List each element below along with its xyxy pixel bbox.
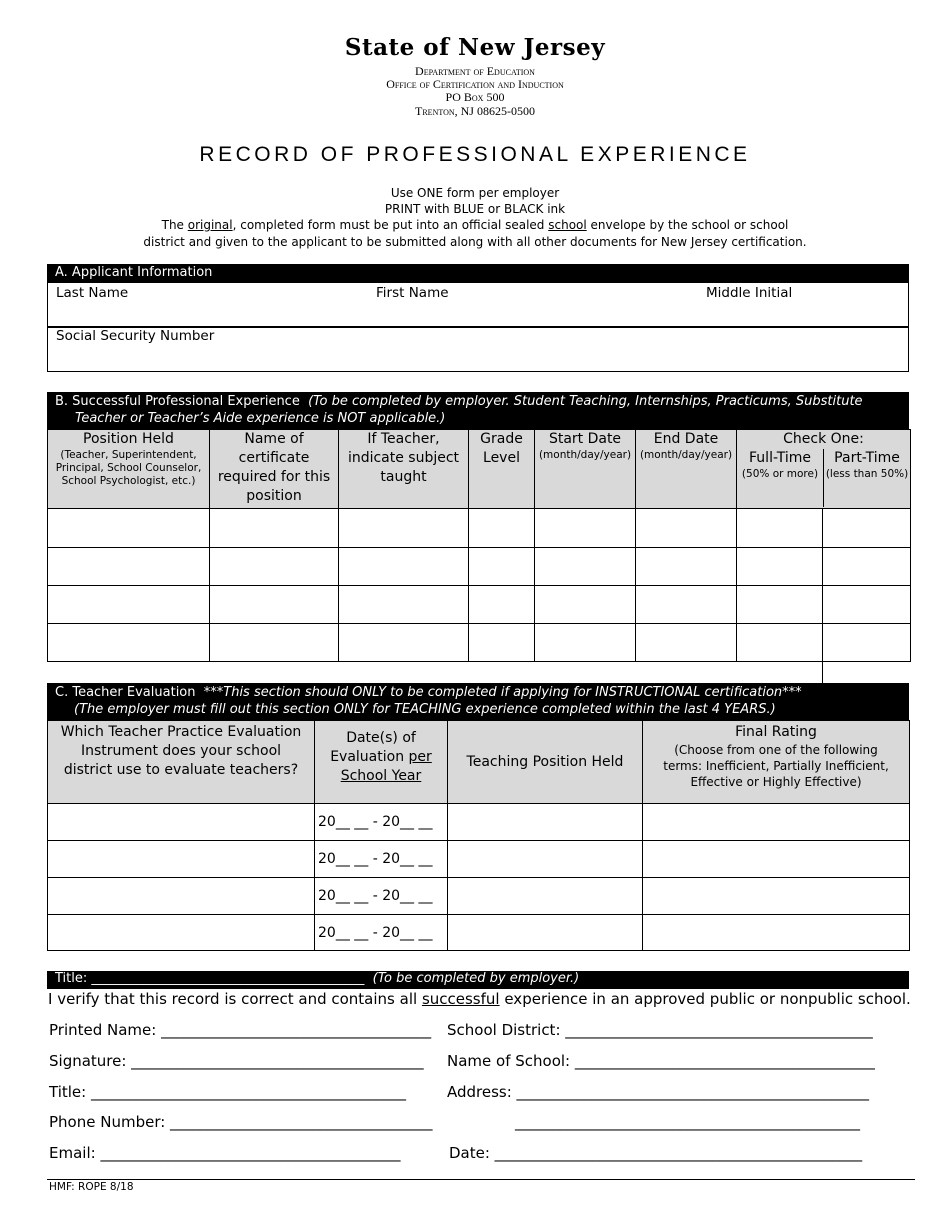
address-line-2-field[interactable]: ______________________________________________ [515,1113,860,1131]
experience-table [47,429,911,662]
table-row[interactable]: 20__ __ - 20__ __ [48,841,910,878]
col-evaluation-dates: Date(s) of Evaluation per School Year [315,721,448,804]
section-a-header [47,264,909,283]
state-title: State of New Jersey [344,34,606,61]
col-start-date: Start Date (month/day/year) [535,430,636,509]
instruction-line-1: Use ONE form per employer [390,186,560,200]
applicant-name-row[interactable] [47,282,909,328]
col-grade-level: Grade Level [469,430,535,509]
table-row[interactable] [48,586,911,624]
table-row[interactable]: 20__ __ - 20__ __ [48,804,910,841]
title-field[interactable]: Title: __________________________________________ [49,1083,406,1101]
section-b-header [47,392,909,429]
col-teaching-position: Teaching Position Held [448,721,643,804]
col-full-time: Full-Time (50% or more) [737,449,824,507]
section-b-note-1: (To be completed by employer. Student Teaching, Internships, Practicums, Substitute [308,394,863,409]
instruction-line-3: The original, completed form must be put into an official sealed school envelope by the school or school [161,218,789,232]
table-row[interactable]: 20__ __ - 20__ __ [48,878,910,915]
col-certificate: Name of certificate required for this position [210,430,339,509]
table-row[interactable]: 20__ __ - 20__ __ [48,915,910,951]
form-code: HMF: ROPE 8/18 [49,1181,134,1193]
section-c-note-1: ***This section should ONLY to be completed if applying for INSTRUCTIONAL certification*** [203,685,802,700]
instruction-line-4: district and given to the applicant to be submitted along with all other documents for New Jersey certification. [143,235,807,249]
evaluation-table [47,720,910,951]
section-b-title: B. Successful Professional Experience [55,394,300,409]
instruction-line-2: PRINT with BLUE or BLACK ink [384,202,566,216]
col-subject: If Teacher, indicate subject taught [339,430,469,509]
department-name: Department of Education [415,64,535,78]
divider [822,661,823,683]
verification-statement: I verify that this record is correct and contains all successful experience in an approved public or nonpublic school. [48,990,911,1008]
col-check-one: Check One: Full-Time (50% or more) Part-Time (less than 50%) [737,430,911,509]
section-a-title: A. Applicant Information [55,265,213,280]
section-d-header [47,971,909,989]
section-d-note: (To be completed by employer.) [372,971,580,986]
middle-initial-label: Middle Initial [706,285,793,301]
date-field[interactable]: Date: _________________________________________________ [449,1144,863,1162]
form-title: RECORD OF PROFESSIONAL EXPERIENCE [199,143,751,166]
last-name-label: Last Name [56,285,129,301]
table-row[interactable] [48,509,911,548]
table-row[interactable] [48,624,911,662]
signature-field[interactable]: Signature: _______________________________________ [49,1052,424,1070]
section-c-title: C. Teacher Evaluation [55,685,196,700]
school-name-field[interactable]: Name of School: ________________________________________ [447,1052,875,1070]
table-row[interactable] [48,548,911,586]
col-part-time: Part-Time (less than 50%) [825,450,909,480]
section-c-header [47,683,909,720]
city-line: Trenton, NJ 08625-0500 [415,104,535,118]
col-position-held: Position Held (Teacher, Superintendent, Principal, School Counselor, School Psychologist, etc.) [48,430,210,509]
section-c-note-2: (The employer must fill out this section ONLY for TEACHING experience completed within the last 4 YEARS.) [74,702,776,717]
office-name: Office of Certification and Induction [386,77,564,91]
col-instrument: Which Teacher Practice Evaluation Instrument does your school district use to evaluate teachers? [48,721,315,804]
section-d-title: Title: __________________________________________ [55,971,365,986]
section-b-note-2: Teacher or Teacher’s Aide experience is NOT applicable.) [75,411,446,426]
footer-divider [47,1179,915,1180]
first-name-label: First Name [376,285,449,301]
po-box: PO Box 500 [445,90,505,104]
col-final-rating: Final Rating (Choose from one of the following terms: Inefficient, Partially Inefficient, Effective or Highly Effective) [643,721,910,804]
ssn-label: Social Security Number [56,328,215,344]
printed-name-field[interactable]: Printed Name: ____________________________________ [49,1021,432,1039]
email-field[interactable]: Email: ________________________________________ [49,1144,401,1162]
school-district-field[interactable]: School District: _________________________________________ [447,1021,873,1039]
address-field[interactable]: Address: _______________________________________________ [447,1083,870,1101]
ssn-row[interactable] [47,326,909,372]
col-end-date: End Date (month/day/year) [636,430,737,509]
phone-number-field[interactable]: Phone Number: ___________________________________ [49,1113,433,1131]
